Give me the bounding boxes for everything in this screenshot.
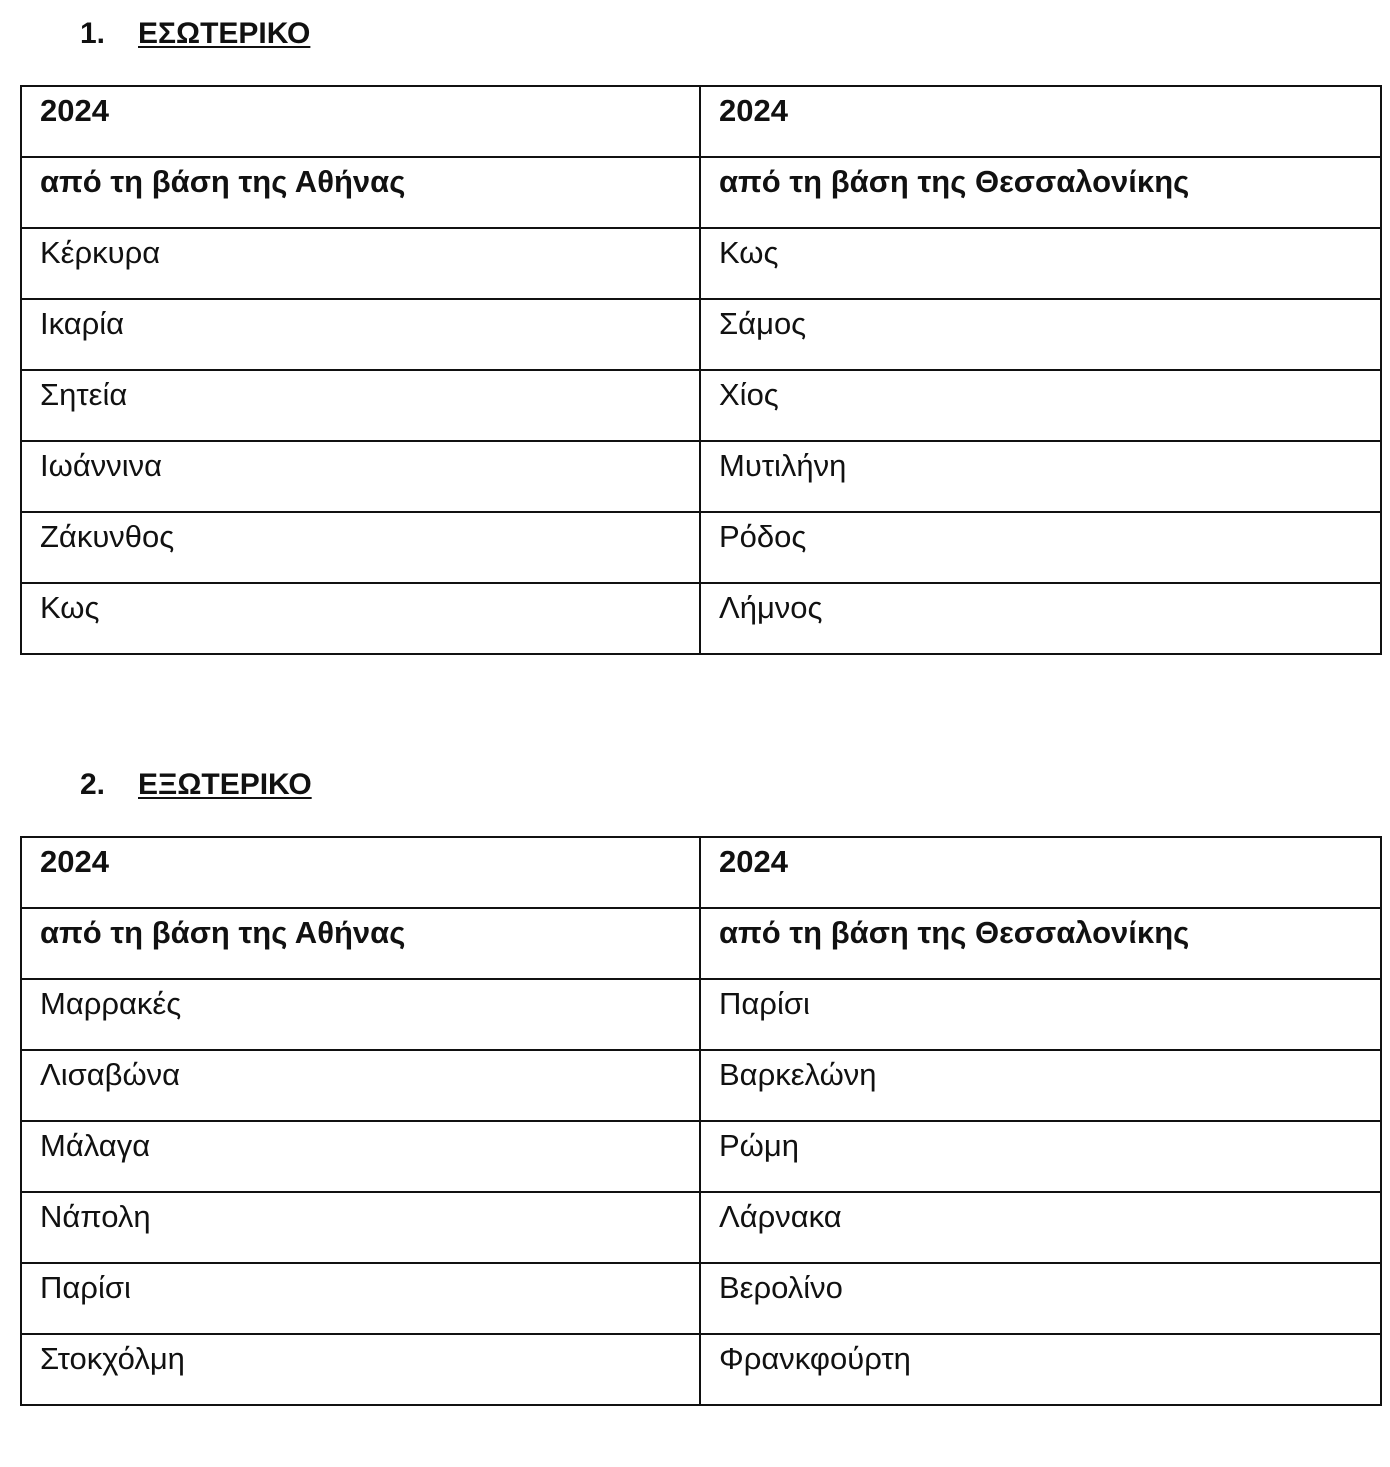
table-row [21,512,1381,583]
destination-cell: Κέρκυρα [21,228,700,299]
destination-cell: Ζάκυνθος [21,512,700,583]
year-cell: 2024 [21,86,700,157]
destination-cell: Λισαβώνα [21,1050,700,1121]
destination-cell: Παρίσι [700,979,1381,1050]
base-athens-header: από τη βάση της Αθήνας [21,157,700,228]
table-header-row [21,908,1381,979]
table-row [21,1050,1381,1121]
table-row [21,441,1381,512]
table-row [21,1192,1381,1263]
table-row [21,370,1381,441]
destination-cell: Μάλαγα [21,1121,700,1192]
section-heading-international [80,767,312,803]
section-number: 1. [80,17,106,50]
destination-cell: Χίος [700,370,1381,441]
destination-cell: Λήμνος [700,583,1381,654]
section-heading-domestic [80,16,310,52]
destination-cell: Σητεία [21,370,700,441]
destination-cell: Μαρρακές [21,979,700,1050]
table-row [21,1121,1381,1192]
section-title: ΕΣΩΤΕΡΙΚΟ [138,17,311,50]
domestic-destinations-table [20,85,1382,655]
destination-cell: Μυτιλήνη [700,441,1381,512]
destination-cell: Σάμος [700,299,1381,370]
destination-cell: Ικαρία [21,299,700,370]
table-row [21,979,1381,1050]
year-cell: 2024 [700,86,1381,157]
destination-cell: Κως [700,228,1381,299]
table-row [21,1263,1381,1334]
table-row [21,228,1381,299]
destination-cell: Βερολίνο [700,1263,1381,1334]
destination-cell: Κως [21,583,700,654]
year-cell: 2024 [700,837,1381,908]
base-athens-header: από τη βάση της Αθήνας [21,908,700,979]
table-row [21,1334,1381,1405]
table-row [21,583,1381,654]
base-thessaloniki-header: από τη βάση της Θεσσαλονίκης [700,908,1381,979]
destination-cell: Ιωάννινα [21,441,700,512]
destination-cell: Νάπολη [21,1192,700,1263]
table-row [21,299,1381,370]
destination-cell: Λάρνακα [700,1192,1381,1263]
section-title: ΕΞΩΤΕΡΙΚΟ [138,768,312,801]
destination-cell: Φρανκφούρτη [700,1334,1381,1405]
section-number: 2. [80,768,106,801]
destination-cell: Παρίσι [21,1263,700,1334]
destination-cell: Ρώμη [700,1121,1381,1192]
base-thessaloniki-header: από τη βάση της Θεσσαλονίκης [700,157,1381,228]
destination-cell: Στοκχόλμη [21,1334,700,1405]
table-header-row [21,86,1381,157]
international-destinations-table [20,836,1382,1406]
table-header-row [21,157,1381,228]
destination-cell: Ρόδος [700,512,1381,583]
destination-cell: Βαρκελώνη [700,1050,1381,1121]
year-cell: 2024 [21,837,700,908]
table-header-row [21,837,1381,908]
